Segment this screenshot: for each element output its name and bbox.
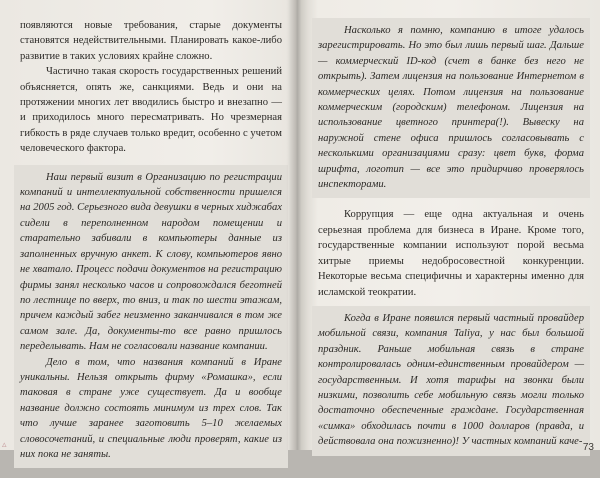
paragraph: Коррупция — еще одна актуальная и очень серьезная проблема для бизнеса в Иране. Кроме того, государственные компании используют порой весьма хитрые приемы недобросовестной конкуренции. Некоторые весьма специфичны и характерны именно для исламской теократии.: [318, 209, 584, 298]
anecdote-paragraph: Наш первый визит в Организацию по регистрации компаний и интеллектуальной собственности пришелся на 2005 год. Серьезного вида девушки в черных хиджабах сидели в переполненном народом помещении и старательно забивали в компьютеры данные из заполненных вручную анкет. К слову, компьютеров явно не хватало. Процесс подачи документов на регистрацию фирмы занял несколько часов и сопровождался беготней по лестнице по вверх, то вниз, и так по шести этажам, причем каждый забег неизменно заканчивался в том же самом зале. Да, документы-то все равно пришлось переделывать. Нам не согласовали название компании.: [20, 171, 282, 353]
shaded-anecdote-block: [14, 165, 288, 469]
right-page: [300, 0, 600, 453]
anecdote-paragraph: Дело в том, что названия компаний в Иране уникальны. Нельзя открыть фирму «Ромашка», если таковая в стране уже существует. Да и вообще название должно состоять минимум из трех слов. Так что лучше заранее заготовить 5–10 желаемых словосочетаний, и специальные люди проверят, какие из них пока не заняты.: [20, 356, 282, 460]
book-gutter: [286, 0, 308, 450]
left-page-text: [20, 18, 282, 478]
left-page: [0, 0, 291, 460]
right-page-text: [318, 18, 584, 465]
paragraph: появляются новые требования, старые документы становятся недействительными. Планировать какое-либо развитие в таких условиях крайне сложно.: [20, 20, 282, 62]
shaded-anecdote-block: [312, 306, 590, 456]
corner-mark: ▵: [2, 440, 7, 450]
paragraph: Частично такая скорость государственных решений объясняется, опять же, санкциями. Ведь и они на протяжении многих лет вводились быстро и внезапно — и приходилось много пересматривать. Но чрезмерная гибкость в ряде случаев только вредит, особенно с учетом человеческого фактора.: [20, 66, 282, 155]
anecdote-paragraph: Насколько я помню, компанию в итоге удалось зарегистрировать. Но это был лишь первый шаг. Дальше — коммерческий ID-код (счет в банке без него не открыть). Затем лицензия на пользование Интернетом в коммерческих целях. Потом лицензия на пользование коммерческим (городским) телефоном. Лицензия на использование цветного принтера(!). Вывеску на наружной стене офиса пришлось согласовывать с несколькими организациями сразу: цвет букв, форма шрифта, логотип — все это придирчиво проверялось инспекторами.: [318, 25, 584, 191]
shaded-anecdote-block: [312, 18, 590, 198]
anecdote-paragraph: Когда в Иране появился первый частный провайдер мобильной связи, компания Taliya, у нас был большой праздник. Раньше мобильная связь в стране контролировалась одним-единственным провайдером — государственным. И хотя тарифы на звонки были низкими, позволить себе мобильную связь могли только достаточно обеспеченные граждане. Государственная «симка» обходилась почти в 1000 долларов (правда, и действовала она пожизненно)! У частных компаний каче-: [318, 312, 584, 448]
page-number: 73: [582, 442, 594, 453]
